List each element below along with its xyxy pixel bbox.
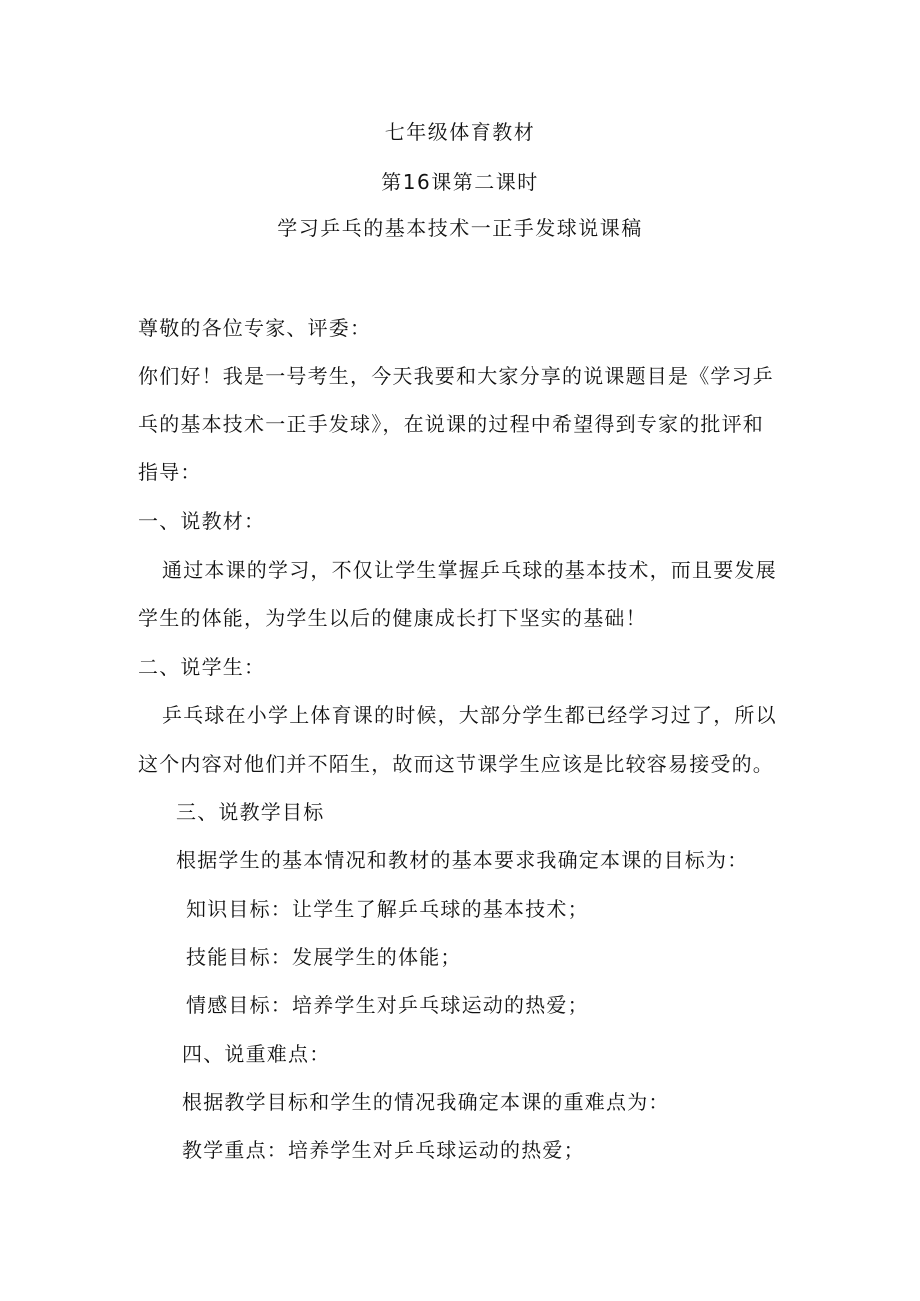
section-2-title: 二、说学生： xyxy=(138,655,266,679)
intro-line-3: 指导： xyxy=(138,460,202,484)
section-4-title: 四、说重难点： xyxy=(182,1042,331,1066)
section-3-line-1: 根据学生的基本情况和教材的基本要求我确定本课的目标为： xyxy=(176,848,749,872)
doc-title-grade: 七年级体育教材 xyxy=(384,120,536,144)
section-2-line-1: 乒乓球在小学上体育课的时候，大部分学生都已经学习过了，所以 xyxy=(162,703,777,727)
section-2-line-2: 这个内容对他们并不陌生，故而这节课学生应该是比较容易接受的。 xyxy=(138,752,774,776)
goal-emotion: 情感目标：培养学生对乒乓球运动的热爱； xyxy=(186,993,589,1017)
section-3-title: 三、说教学目标 xyxy=(176,800,325,824)
doc-title-lesson: 第16课第二课时 xyxy=(381,170,539,194)
section-1-line-2: 学生的体能，为学生以后的健康成长打下坚实的基础！ xyxy=(138,606,647,630)
intro-line-1: 你们好！我是一号考生，今天我要和大家分享的说课题目是《学习乒 xyxy=(138,364,774,388)
goal-knowledge: 知识目标：让学生了解乒乓球的基本技术； xyxy=(186,897,589,921)
intro-line-2: 乓的基本技术一正手发球》，在说课的过程中希望得到专家的批评和 xyxy=(138,412,764,436)
section-1-title: 一、说教材： xyxy=(138,509,266,533)
section-4-line-1: 根据教学目标和学生的情况我确定本课的重难点为： xyxy=(182,1090,670,1114)
doc-title-topic: 学习乒乓的基本技术一正手发球说课稿 xyxy=(277,216,643,240)
greeting: 尊敬的各位专家、评委： xyxy=(138,316,372,340)
goal-skill: 技能目标：发展学生的体能； xyxy=(186,945,462,969)
key-point: 教学重点：培养学生对乒乓球运动的热爱； xyxy=(182,1138,585,1162)
section-1-line-1: 通过本课的学习，不仅让学生掌握乒乓球的基本技术，而且要发展 xyxy=(162,558,777,582)
